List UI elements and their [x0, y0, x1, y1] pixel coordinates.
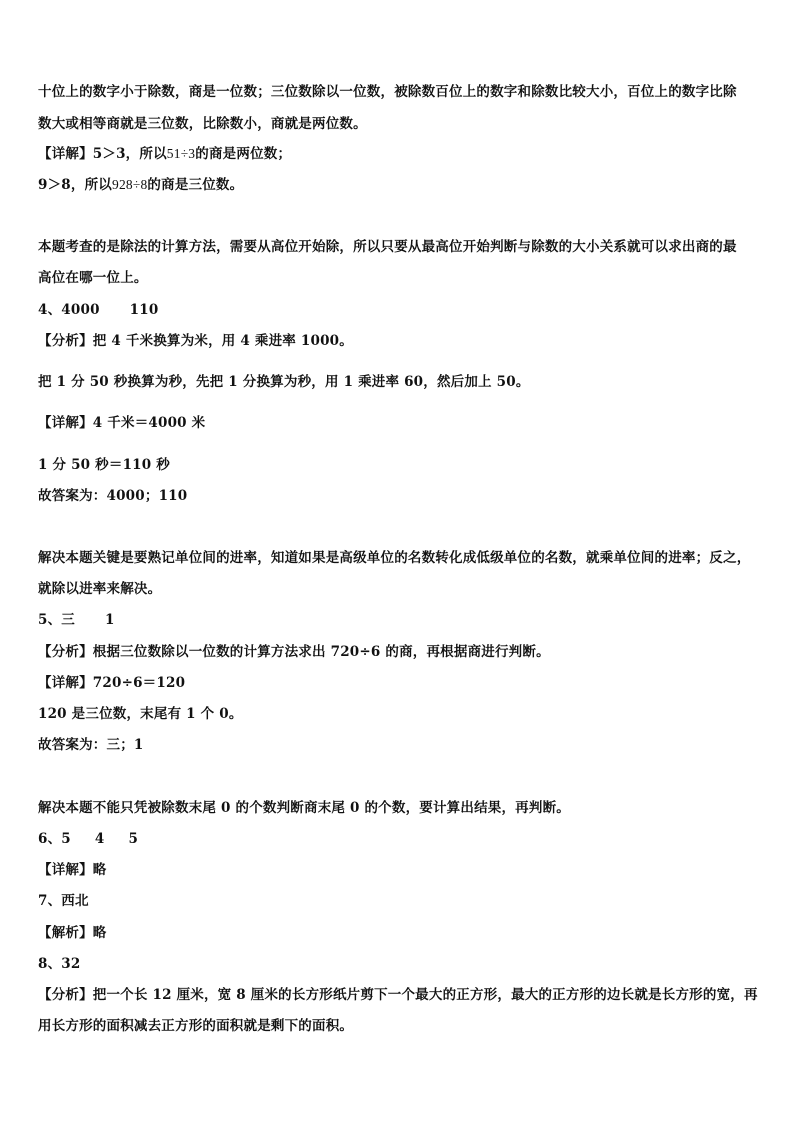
paragraph-line: 解决本题不能只凭被除数末尾 0 的个数判断商末尾 0 的个数，要计算出结果，再判断。 — [38, 800, 570, 816]
detail-line — [38, 146, 758, 162]
detail-line: 1 分 50 秒＝110 秒 — [38, 457, 170, 473]
answer-2: 4 — [94, 831, 105, 847]
paragraph-line: 十位上的数字小于除数，商是一位数；三位数除以一位数，被除数百位上的数字和除数比较大小，百位上的数字比除 — [38, 84, 737, 100]
analysis-line: 【分析】把一个长 12 厘米，宽 8 厘米的长方形纸片剪下一个最大的正方形，最大的正方形的边长就是长方形的宽，再 — [38, 987, 758, 1003]
detail-line: 120 是三位数，末尾有 1 个 0。 — [38, 706, 243, 722]
answer-line: 故答案为：三；1 — [38, 737, 144, 753]
question-7-heading: 7、西北 — [38, 893, 89, 909]
question-4-heading — [38, 302, 758, 318]
detail-line: 【详解】4 千米＝4000 米 — [38, 415, 206, 431]
answer-2: 1 — [105, 612, 115, 628]
detail-line: 【详解】720÷6＝120 — [38, 675, 186, 691]
paragraph-line: 本题考查的是除法的计算方法，需要从高位开始除，所以只要从最高位开始判断与除数的大小关系就可以求出商的最 — [38, 239, 737, 255]
math-expression: 51÷3 — [166, 146, 196, 161]
analysis-line: 用长方形的面积减去正方形的面积就是剩下的面积。 — [38, 1018, 354, 1034]
detail-suffix: 的商是两位数； — [195, 146, 292, 162]
paragraph-line: 高位在哪一位上。 — [38, 270, 148, 286]
paragraph-line: 就除以进率来解决。 — [38, 581, 162, 597]
answer-3: 5 — [128, 831, 139, 847]
paragraph-line: 解决本题关键是要熟记单位间的进率，知道如果是高级单位的名数转化成低级单位的名数，就乘单位间的进率；反之， — [38, 550, 751, 566]
analysis-line: 【分析】根据三位数除以一位数的计算方法求出 720÷6 的商，再根据商进行判断。 — [38, 644, 550, 660]
question-5-heading — [38, 612, 758, 628]
detail-line — [38, 177, 758, 193]
detail-prefix: 9＞8，所以 — [38, 177, 112, 193]
question-8-heading: 8、32 — [38, 956, 81, 972]
analysis-line: 把 1 分 50 秒换算为秒，先把 1 分换算为秒，用 1 乘进率 60，然后加上 50。 — [38, 374, 530, 390]
detail-suffix: 的商是三位数。 — [147, 177, 244, 193]
answer-1: 6、5 — [38, 831, 71, 847]
analysis-line: 【分析】把 4 千米换算为米，用 4 乘进率 1000。 — [38, 333, 353, 349]
answer-line: 故答案为：4000；110 — [38, 488, 188, 504]
math-expression: 928÷8 — [112, 177, 148, 192]
question-6-heading — [38, 831, 758, 847]
paragraph-line: 数大或相等商就是三位数，比除数小，商就是两位数。 — [38, 116, 367, 132]
detail-line: 【解析】略 — [38, 925, 107, 941]
detail-prefix: 【详解】5＞3，所以 — [38, 146, 167, 162]
answer-2: 110 — [129, 302, 159, 318]
detail-line: 【详解】略 — [38, 862, 107, 878]
answer-1: 5、三 — [38, 612, 75, 628]
answer-1: 4、4000 — [38, 302, 100, 318]
